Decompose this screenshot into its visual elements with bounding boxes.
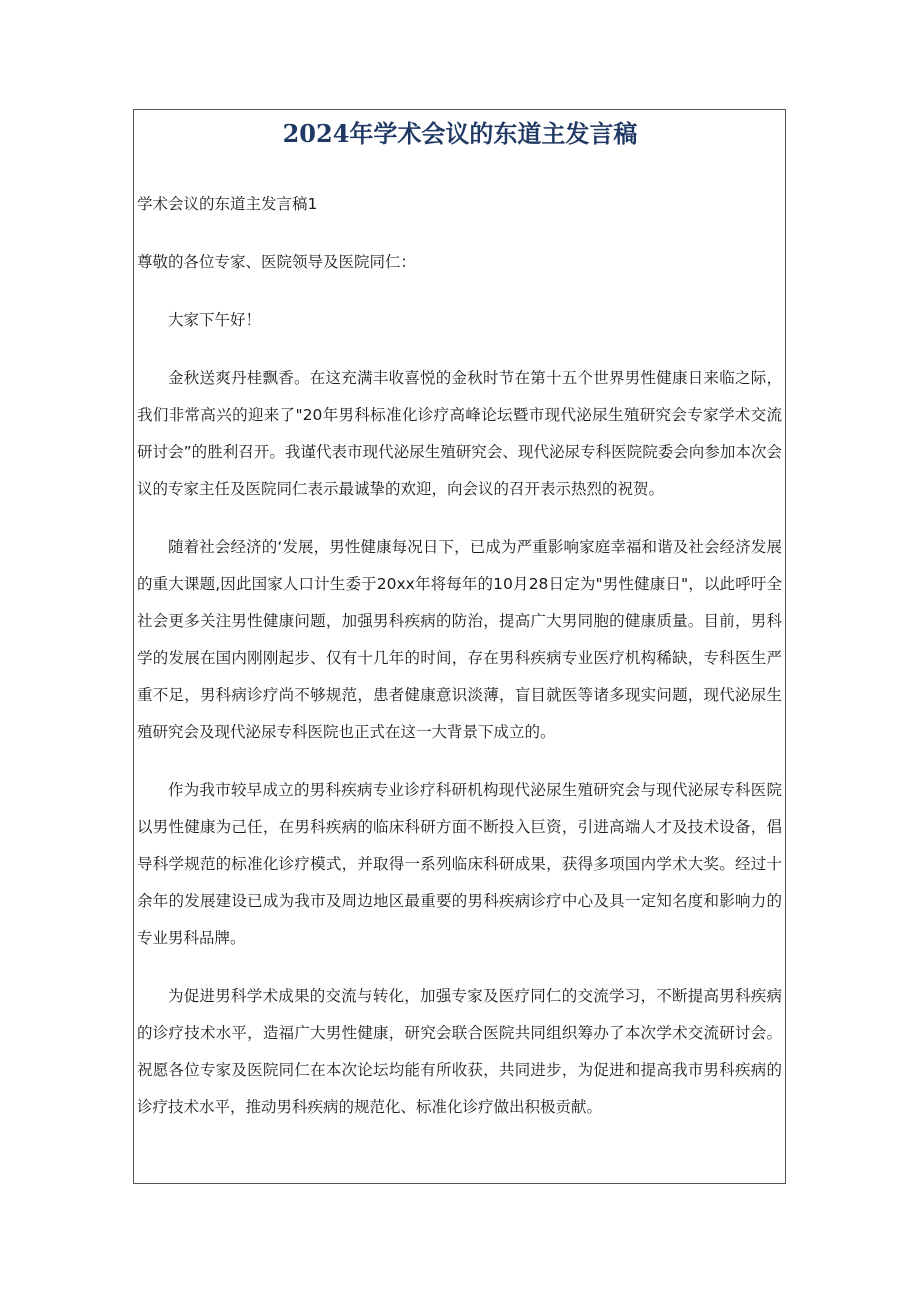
paragraph-3: 作为我市较早成立的男科疾病专业诊疗科研机构现代泌尿生殖研究会与现代泌尿专科医院以男性健康为己任，在男科疾病的临床科研方面不断投入巨资，引进高端人才及技术设备，倡导科学规范的标准化诊疗模式，并取得一系列临床科研成果，获得多项国内学术大奖。经过十余年的发展建设已成为我市及周边地区最重要的男科疾病诊疗中心及具一定知名度和影响力的专业男科品牌。 <box>137 781 782 947</box>
document-body <box>137 186 782 1147</box>
paragraph-4: 为促进男科学术成果的交流与转化，加强专家及医疗同仁的交流学习，不断提高男科疾病的诊疗技术水平，造福广大男性健康，研究会联合医院共同组织筹办了本次学术交流研讨会。祝愿各位专家及医院同仁在本次论坛均能有所收获，共同进步，为促进和提高我市男科疾病的诊疗技术水平，推动男科疾病的规范化、标准化诊疗做出积极贡献。 <box>137 987 782 1116</box>
paragraph-1: 金秋送爽丹桂飘香。在这充满丰收喜悦的金秋时节在第十五个世界男性健康日来临之际，我们非常高兴的迎来了"20年男科标准化诊疗高峰论坛暨市现代泌尿生殖研究会专家学术交流研讨会”的胜利召开。我谨代表市现代泌尿生殖研究会、现代泌尿专科医院院委会向参加本次会议的专家主任及医院同仁表示最诚挚的欢迎，向会议的召开表示热烈的祝贺。 <box>137 369 782 498</box>
greeting: 大家下午好！ <box>168 311 262 329</box>
paragraph-2: 随着社会经济的‘发展，男性健康每况日下，已成为严重影响家庭幸福和谐及社会经济发展的重大课题,因此国家人口计生委于20xx年将每年的10月28日定为"男性健康日"，以此呼吁全社会更多关注男性健康问题，加强男科疾病的防治，提高广大男同胞的健康质量。目前，男科学的发展在国内刚刚起步、仅有十几年的时间，存在男科疾病专业医疗机构稀缺，专科医生严重不足，男科病诊疗尚不够规范，患者健康意识淡薄，盲目就医等诸多现实问题，现代泌尿生殖研究会及现代泌尿专科医院也正式在这一大背景下成立的。 <box>137 538 782 741</box>
section-heading: 学术会议的东道主发言稿1 <box>137 195 318 213</box>
document-title: 2024年学术会议的东道主发言稿 <box>282 119 638 148</box>
salutation: 尊敬的各位专家、医院领导及医院同仁： <box>137 253 417 271</box>
